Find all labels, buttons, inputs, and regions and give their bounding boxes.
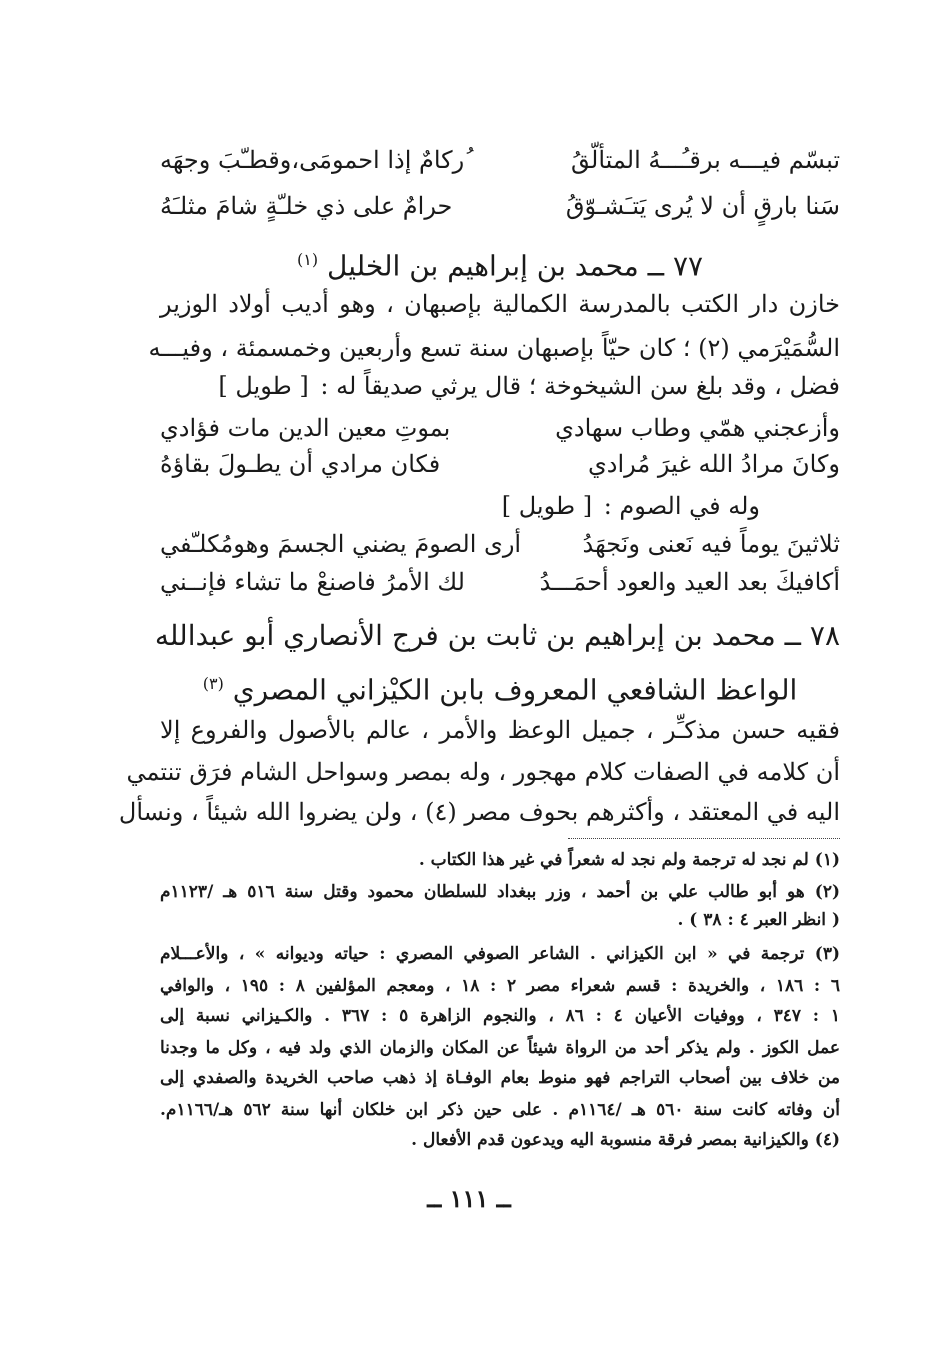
prose-text: وله في الصوم : [603, 492, 760, 520]
prose-line: خازن دار الكتب بالمدرسة الكمالية بإصبهان ، وهو أديب أولاد الوزير [160, 290, 840, 318]
prose-text: فضل ، وقد بلغ سن الشيخوخة ؛ قال يرثي صديقاً له : [320, 372, 840, 400]
footnote-line: (٣) ترجمة في « ابن الكيزاني . الشاعر الصوفي المصري : حياته وديوانه » ، والأعـــلام [160, 944, 840, 964]
footnote-line: ٦ : ١٨٦ ، والخريدة : قسم شعراء مصر ٢ : ١٨ ، ومعجم المؤلفين ٨ : ١٩٥ ، والوافي [160, 976, 840, 996]
footnote-line: أن وفاته كانت سنة ٥٦٠ هـ /١١٦٤م . على حين ذكر ابن خلكان أنها سنة ٥٦٢ هـ/١١٦٦م. [160, 1100, 840, 1120]
footnote-ref: (٣) [202, 674, 224, 693]
page-number: ــ ١١١ ــ [427, 1184, 511, 1213]
entry-heading: ٧٨ ــ محمد بن إبراهيم بن ثابت بن فرج الأنصاري أبو عبدالله [154, 619, 840, 652]
verse-hemistich-left: فكان مرادي أن يطـولَ بقاؤهُ [160, 450, 441, 478]
verse-hemistich-left: أرى الصومَ يضني الجسمَ وهومُكلـّفي [160, 530, 522, 558]
verse-hemistich-right: أكافيكَ بعد العيد والعود أحمَـــدُ [539, 568, 840, 596]
entry-heading-text: ٧٧ ــ محمد بن إبراهيم بن الخليل [326, 249, 704, 283]
meter-label: [ طويل ] [218, 372, 309, 400]
verse-line [160, 564, 840, 600]
verse-line [160, 410, 840, 446]
verse-hemistich-left: بموتِ معين الدين مات فؤادي [160, 414, 451, 442]
verse-line [160, 446, 840, 482]
prose-line: السُّمَيْرَمي (٢) ؛ كان حيّاً بإصبهان سنة تسع وأربعين وخمسمئة ، وفيـــه [148, 334, 840, 362]
verse-line [160, 188, 840, 224]
footnote-line: (١) لم نجد له ترجمة ولم نجد له شعراً في غير هذا الكتاب . [418, 850, 840, 870]
prose-line [160, 484, 760, 528]
verse-hemistich-left: لك الأمرُ فاصنعْ ما تشاء فإنــني [160, 568, 465, 596]
footnote-line: من خلاف بين أصحاب التراجم فهو منوط بعام الوفـاة إذ ذهب صاحب الخريدة والصفدي إلى [160, 1068, 840, 1088]
verse-hemistich-right: وأزعجني همّي وطاب سهادي [555, 414, 840, 442]
verse-hemistich-right: وكانَ مرادُ الله غيرَ مُرادي [588, 450, 840, 478]
footnote-line: (٢) هو أبو طالب علي بن أحمد ، وزر ببغداد للسلطان محمود وقتل سنة ٥١٦ هـ /١١٢٣م [160, 882, 840, 902]
footnote-line: ( انظر العبر ٤ : ٣٨ ) . [677, 910, 840, 930]
verse-hemistich-right: تبسّم فيـــه برقـُـــهُ المتألّقُ [571, 146, 840, 174]
verse-hemistich-left: حرامٌ على ذي خلـّةٍ شامَ مثلـَهُ [160, 192, 453, 220]
footnote-divider [568, 838, 840, 839]
footnote-line: ١ : ٣٤٧ ، ووفيات الأعيان ٤ : ٨٦ ، والنجوم الزاهرة ٥ : ٣٦٧ . والكـيزاني نسبة إلى [160, 1006, 840, 1026]
entry-heading [160, 240, 840, 286]
prose-line [160, 364, 840, 408]
verse-line [160, 142, 840, 178]
meter-label: [ طويل ] [501, 492, 593, 520]
verse-hemistich-right: سَنا بارقٍ أن لا يُرى يَتـَشـوّقُ [565, 192, 840, 220]
verse-line [160, 526, 840, 562]
footnote-line: عمل الكوز . ولم يذكر أحد من الرواة شيئاً عن المكان والزمان الذي ولد فيه ، وكل ما وجدنا [160, 1038, 840, 1058]
prose-line: أن كلامه في الصفات كلام مهجور ، وله بمصر وسواحل الشام فرَق تنتمي [126, 758, 840, 786]
entry-heading [160, 664, 840, 710]
footnote-ref: (١) [296, 250, 319, 269]
verse-hemistich-left: ُركامٌ إذا احمومَى،وقطـّبَ وجهَه [160, 146, 465, 174]
footnote-line: (٤) والكيزانية بمصر فرقة منسوبة اليه ويدعون قدم الأفعال . [411, 1130, 840, 1150]
prose-line: فقيه حسن مذكـِّر ، جميل الوعظ والأمر ، عالم بالأصول والفروع إلا [160, 716, 840, 744]
prose-line: اليه في المعتقد ، وأكثرهم بحوف مصر (٤) ، ولن يضروا الله شيئاً ، ونسأل [118, 798, 840, 826]
entry-heading-text: الواعظ الشافعي المعروف بابن الكيْزاني المصري [232, 673, 798, 707]
verse-hemistich-right: ثلاثينَ يوماً فيه نَعنى ونَجهَدُ [582, 530, 840, 558]
